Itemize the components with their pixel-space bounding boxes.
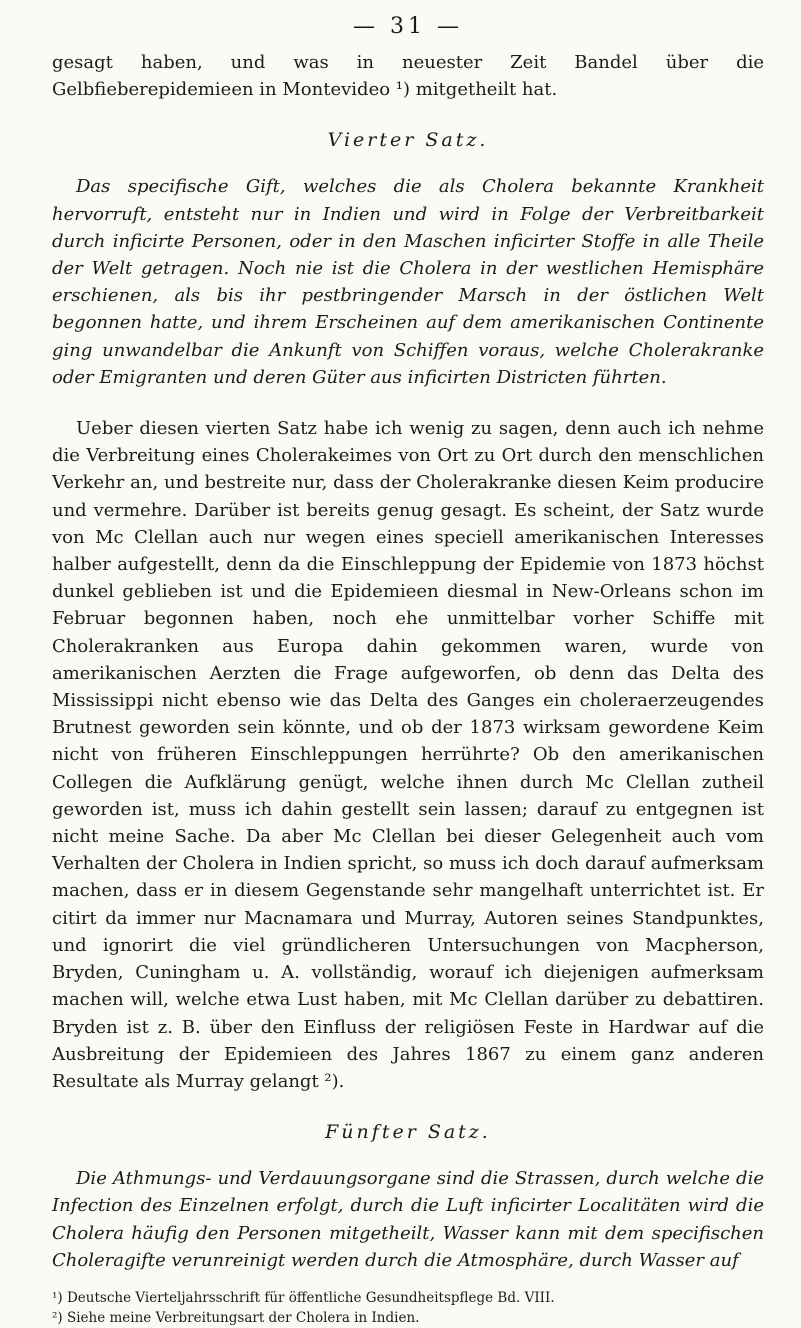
footnotes: [52, 1288, 764, 1328]
footnote-2: ²) Siehe meine Verbreitungsart der Cholera in Indien.: [52, 1309, 420, 1326]
heading-fourth-thesis: Vierter Satz.: [327, 129, 489, 152]
page-number: — 31 —: [353, 14, 463, 39]
body-paragraph-fourth: Ueber diesen vierten Satz habe ich wenig zu sagen, denn auch ich nehme die Verbreitung eines Cholerakeimes von Ort zu Ort durch den menschlichen Verkehr an, und bestreite nur, dass der Cholerakranke diesen Keim producire und vermehre. Darüber ist bereits genug gesagt. Es scheint, der Satz wurde von Mc Clellan auch nur wegen eines speciell amerikanischen Interesses halber aufgestellt, denn da die Einschleppung der Epidemie von 1873 höchst dunkel geblieben ist und die Epidemieen diesmal in New-Orleans schon im Februar begonnen haben, noch ehe unmittelbar vorher Schiffe mit Cholerakranken aus Europa dahin gekommen waren, wurde von amerikanischen Aerzten die Frage aufgeworfen, ob denn das Delta des Mississippi nicht ebenso wie das Delta des Ganges ein choleraerzeugendes Brutnest geworden sein könnte, und ob der 1873 wirksam gewordene Keim nicht von früheren Einschleppungen herrührte? Ob den amerikanischen Collegen die Aufklärung genügt, welche ihnen durch Mc Clellan zutheil geworden ist, muss ich dahin gestellt sein lassen; darauf zu entgegnen ist nicht meine Sache. Da aber Mc Clellan bei dieser Gelegenheit auch vom Verhalten der Cholera in Indien spricht, so muss ich doch darauf aufmerksam machen, dass er in diesem Gegenstande sehr mangelhaft unterrichtet ist. Er citirt da immer nur Macnamara und Murray, Autoren seines Standpunktes, und ignorirt die viel gründlicheren Untersuchungen von Macpherson, Bryden, Cuningham u. A. vollständig, worauf ich diejenigen aufmerksam machen will, welche etwa Lust haben, mit Mc Clellan darüber zu debattiren. Bryden ist z. B. über den Einfluss der religiösen Feste in Hardwar auf die Ausbreitung der Epidemieen des Jahres 1867 zu einem ganz anderen Resultate als Murray gelangt ²).: [52, 418, 764, 1092]
page: [52, 14, 764, 1328]
footnote-1: ¹) Deutsche Vierteljahrsschrift für öffentliche Gesundheitspflege Bd. VIII.: [52, 1289, 555, 1306]
intro-paragraph: gesagt haben, und was in neuester Zeit Bandel über die Gelbfieberepidemieen in Montevideo ¹) mitgetheilt hat.: [52, 52, 764, 101]
heading-fifth-thesis: Fünfter Satz.: [325, 1121, 491, 1144]
thesis-four-text: Das specifische Gift, welches die als Cholera bekannte Krankheit hervorruft, entsteht nur in Indien und wird in Folge der Verbreitbarkeit durch inficirte Personen, oder in den Maschen inficirter Stoffe in alle Theile der Welt getragen. Noch nie ist die Cholera in der westlichen Hemisphäre erschienen, als bis ihr pestbringender Marsch in der östlichen Welt begonnen hatte, und ihrem Erscheinen auf dem amerikanischen Continente ging unwandelbar die Ankunft von Schiffen voraus, welche Cholerakranke oder Emigranten und deren Güter aus inficirten Districten führten.: [52, 176, 764, 388]
thesis-five-text: Die Athmungs- und Verdauungsorgane sind die Strassen, durch welche die Infection des Einzelnen erfolgt, durch die Luft inficirter Localitäten wird die Cholera häufig den Personen mitgetheilt, Wasser kann mit dem specifischen Choleragifte verunreinigt werden durch die Atmosphäre, durch Wasser auf: [52, 1168, 764, 1271]
